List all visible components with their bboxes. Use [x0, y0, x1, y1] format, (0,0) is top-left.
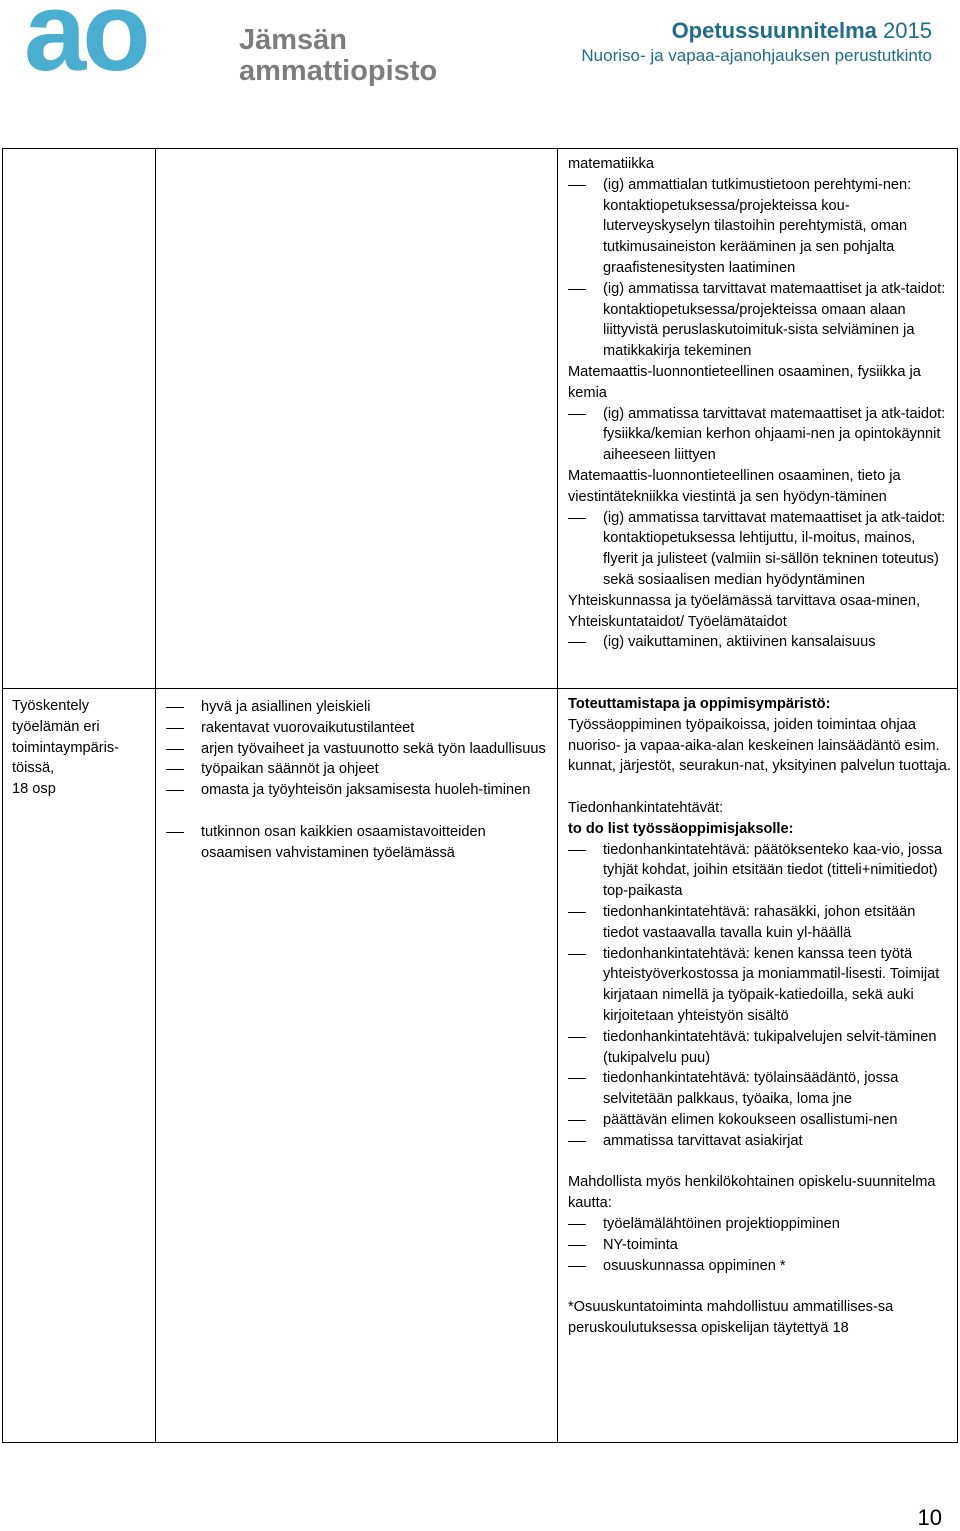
row2-col2-cell: [156, 689, 558, 1443]
curriculum-table: [2, 148, 958, 1443]
list-item: [568, 944, 951, 1027]
module-name-line: Työskentely: [12, 698, 90, 714]
list-item-text: NY-toiminta: [603, 1236, 678, 1253]
list-item: [568, 1256, 951, 1277]
list-item-text: (ig) vaikuttaminen, aktiivinen kansalaisuus: [603, 634, 876, 651]
list-item: [568, 632, 951, 653]
dash-bullet-icon: [568, 912, 586, 913]
dash-bullet-icon: [568, 954, 586, 955]
row1-col1-cell: [3, 149, 156, 689]
document-subtitle: Nuoriso- ja vapaa-ajanohjauksen perustutkinto: [581, 46, 932, 65]
dash-bullet-icon: [568, 289, 586, 290]
list-item: [568, 1131, 951, 1152]
module-name-line: työelämän eri: [12, 718, 100, 735]
section-heading: to do list työssäoppimisjaksolle:: [568, 820, 794, 837]
section-heading: Toteuttamistapa ja oppimisympäristö:: [568, 696, 831, 712]
document-title: [672, 18, 932, 44]
page-number: 10: [917, 1505, 942, 1530]
list-item: [568, 1110, 951, 1131]
module-name: [12, 696, 149, 800]
paragraph: Tiedonhankintatehtävät:: [568, 799, 724, 816]
dash-bullet-icon: [166, 749, 184, 750]
paragraph: Matemaattis-luonnontieteellinen osaaminen, fysiikka ja kemia: [568, 363, 921, 401]
dash-bullet-icon: [166, 707, 184, 708]
list-item: [568, 902, 951, 944]
list-item-text: työpaikan säännöt ja ohjeet: [201, 761, 379, 778]
list-item: [568, 175, 951, 279]
list-item: [568, 404, 951, 466]
dash-bullet-icon: [568, 1037, 586, 1038]
dash-bullet-icon: [568, 1120, 586, 1121]
list-item-text: (ig) ammattialan tutkimustietoon perehtymi-nen: kontaktiopetuksessa/projekteissa kou-luterveyskyselyn tilastoihin perehtymistä, oman tutkimusaineiston kerääminen ja sen pohjalta graafistenesitysten laatiminen: [603, 176, 912, 276]
dash-bullet-icon: [568, 1266, 586, 1267]
dash-bullet-icon: [568, 1141, 586, 1142]
list-item: [568, 1214, 951, 1235]
list-item: [568, 1068, 951, 1110]
dash-bullet-icon: [568, 414, 586, 415]
list-item-text: rakentavat vuorovaikutustilanteet: [201, 719, 415, 736]
list-item-text: tiedonhankintatehtävä: kenen kanssa teen työtä yhteistyöverkostossa ja moniammatil-lisesti. Toimijat kirjataan nimellä ja työpaik-katiedoilla, sekä auki kirjoitetaan yhteistyön sisältö: [603, 945, 940, 1024]
list-item: [568, 279, 951, 362]
row1-col3-content: [568, 154, 951, 653]
list-item-text: ammatissa tarvittavat asiakirjat: [603, 1132, 803, 1149]
dash-bullet-icon: [568, 1224, 586, 1225]
document-title-text: Opetussuunnitelma: [671, 18, 877, 43]
paragraph: Mahdollista myös henkilökohtainen opiskelu-suunnitelma kautta:: [568, 1174, 936, 1212]
list-item: [166, 759, 551, 780]
spacer: [568, 1152, 951, 1173]
list-item-text: (ig) ammatissa tarvittavat matemaattiset ja atk-taidot: kontaktiopetuksessa lehtijuttu, il-moitus, mainos, flyerit ja julisteet (valmiin si-sällön tekninen toteutus) sekä sosiaalisen median hyödyntäminen: [603, 509, 946, 588]
list-item: [568, 508, 951, 591]
institution-logo: [24, 2, 444, 102]
list-item-text: päättävän elimen kokoukseen osallistumi-nen: [603, 1111, 898, 1128]
paragraph: Matemaattis-luonnontieteellinen osaaminen, tieto ja viestintätekniikka viestintä ja sen hyödyn-täminen: [568, 467, 901, 505]
paragraph: *Osuuskuntatoiminta mahdollistuu ammatillises-sa peruskoulutuksessa opiskelijan täytettyä 18: [568, 1299, 894, 1336]
paragraph: matematiikka: [568, 156, 654, 172]
spacer: [568, 1276, 951, 1297]
list-item: [568, 840, 951, 902]
document-year: 2015: [883, 18, 932, 43]
logo-name-line1: Jämsän: [239, 24, 348, 56]
list-item: [166, 739, 551, 760]
list-item-text: (ig) ammatissa tarvittavat matemaattiset ja atk-taidot: fysiikka/kemian kerhon ohjaami-nen ja opintokäynnit aiheeseen liittyen: [603, 405, 946, 464]
dash-bullet-icon: [166, 832, 184, 833]
dash-bullet-icon: [166, 790, 184, 791]
list-item-text: työelämälähtöinen projektioppiminen: [603, 1215, 840, 1232]
list-item-text: tutkinnon osan kaikkien osaamistavoitteiden osaamisen vahvistaminen työelämässä: [201, 823, 486, 861]
row2-col3-cell: [558, 689, 958, 1443]
dash-bullet-icon: [568, 185, 586, 186]
row2-col1-cell: [3, 689, 156, 1443]
list-item: [568, 1235, 951, 1256]
module-name-line: 18 osp: [12, 781, 56, 798]
dash-bullet-icon: [568, 518, 586, 519]
list-item-text: (ig) ammatissa tarvittavat matemaattiset ja atk-taidot: kontaktiopetuksessa/projekteissa omaan alaan liittyvistä peruslaskutoimituk-sista selviäminen ja matikkakirja tekeminen: [603, 280, 946, 360]
logo-letters: ao: [24, 0, 147, 94]
paragraph: Työssäoppiminen työpaikoissa, joiden toimintaa ohjaa nuoriso- ja vapaa-aika-alan keskeinen lainsäädäntö esim. kunnat, järjestöt, seurakun-nat, yksityinen palvelun tuottaja.: [568, 716, 951, 775]
dash-bullet-icon: [568, 1078, 586, 1079]
module-name-line: toimintaympäris-: [12, 739, 120, 756]
row2-col3-content: [568, 694, 951, 1339]
list-item-text: tiedonhankintatehtävä: päätöksenteko kaa-vio, jossa tyhjät kohdat, joihin etsitään tiedot (titteli+nimitiedot) top-paikasta: [603, 841, 943, 900]
paragraph: Yhteiskunnassa ja työelämässä tarvittava osaa-minen, Yhteiskuntataidot/ Työelämätaidot: [568, 592, 921, 630]
list-item-text: tiedonhankintatehtävä: rahasäkki, johon etsitään tiedot vastaavalla tavalla kuin yl-häällä: [603, 903, 916, 941]
dash-bullet-icon: [568, 1245, 586, 1246]
dash-bullet-icon: [166, 728, 184, 729]
list-item-text: tiedonhankintatehtävä: työlainsäädäntö, jossa selvitetään palkkaus, työaika, loma jne: [603, 1070, 899, 1108]
list-item: [166, 718, 551, 739]
dash-bullet-icon: [568, 642, 586, 643]
list-item: [568, 1027, 951, 1069]
list-item-text: tiedonhankintatehtävä: tukipalvelujen selvit-täminen (tukipalvelu puu): [603, 1028, 937, 1066]
list-item-text: osuuskunnassa oppiminen *: [603, 1257, 786, 1274]
row1-col2-cell: [156, 149, 558, 689]
row1-col3-cell: [558, 149, 958, 689]
list-item: [166, 697, 551, 718]
row2-col2-content: [166, 697, 551, 863]
spacer: [568, 777, 951, 798]
list-item-text: omasta ja työyhteisön jaksamisesta huoleh-timinen: [201, 782, 531, 799]
module-name-line: töissä,: [12, 760, 55, 777]
dash-bullet-icon: [568, 850, 586, 851]
spacer: [166, 801, 551, 822]
dash-bullet-icon: [166, 769, 184, 770]
list-item: [166, 780, 551, 801]
list-item: [166, 822, 551, 864]
list-item-text: arjen työvaiheet ja vastuunotto sekä työn laadullisuus: [201, 740, 546, 757]
logo-name-line2: ammattiopisto: [239, 55, 438, 87]
list-item-text: hyvä ja asiallinen yleiskieli: [201, 699, 371, 715]
